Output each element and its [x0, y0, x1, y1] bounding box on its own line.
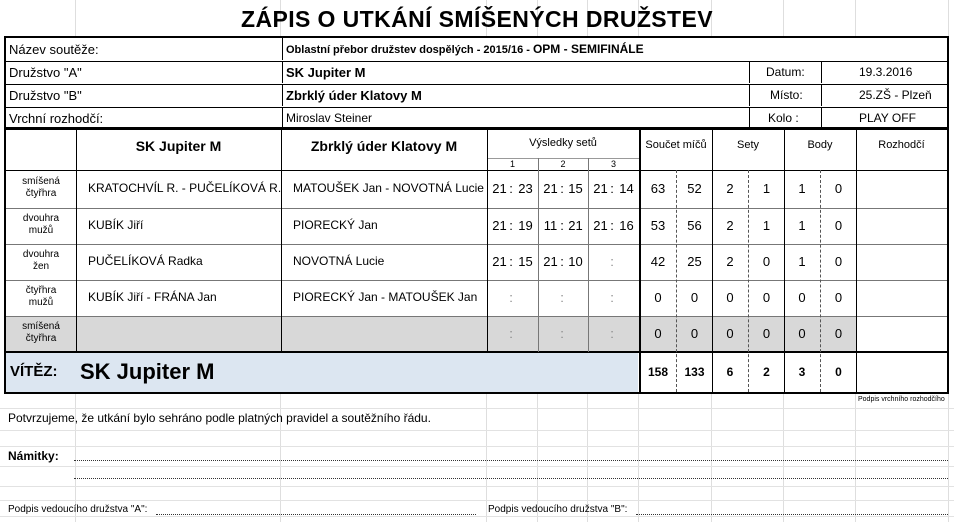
score-sb: 1 — [762, 218, 771, 233]
confirmation-text: Potvrzujeme, že utkání bylo sehráno podle platných pravidel a soutěžního řádu. — [8, 411, 431, 425]
set-score-separator: : — [509, 181, 513, 196]
score-pa: 42 — [650, 254, 666, 269]
winner-value: SK Jupiter M — [80, 359, 215, 384]
ref-signature-label: Podpis vrchního rozhodčího — [858, 396, 945, 403]
place-value: 25.ZŠ - Plzeň — [859, 88, 932, 102]
player-b: MATOUŠEK Jan - NOVOTNÁ Lucie — [293, 181, 484, 195]
score-sa: 2 — [726, 218, 734, 233]
score-bb: 0 — [834, 218, 843, 233]
score-sb: 1 — [762, 181, 771, 196]
set-score-separator: : — [509, 218, 513, 233]
player-a: KRATOCHVÍL R. - PUČELÍKOVÁ R. — [88, 181, 282, 195]
score-s3b: 16 — [619, 218, 634, 233]
score-s1b: 15 — [518, 254, 533, 269]
date-label: Datum: — [766, 65, 805, 79]
set-3-header: 3 — [610, 159, 616, 169]
score-sa: 0 — [726, 290, 734, 305]
match-info-box — [4, 36, 949, 129]
score-bb: 0 — [834, 254, 843, 269]
total-body-a: 3 — [798, 365, 806, 379]
player-a: PUČELÍKOVÁ Radka — [88, 254, 203, 268]
total-points-b: 133 — [684, 365, 705, 379]
player-b: PIORECKÝ Jan - MATOUŠEK Jan — [293, 290, 478, 304]
page-title: ZÁPIS O UTKÁNÍ SMÍŠENÝCH DRUŽSTEV — [241, 6, 713, 32]
row-category-line2: mužů — [28, 225, 54, 236]
sets-results-header: Výsledky setů — [529, 137, 597, 149]
row-category-line2: mužů — [28, 297, 54, 308]
row-category-line1: dvouhra — [22, 249, 60, 260]
winner-label: VÍTĚZ: — [10, 363, 58, 380]
score-bb: 0 — [834, 181, 843, 196]
date-value: 19.3.2016 — [859, 65, 913, 79]
score-s3a: 21 — [593, 181, 608, 196]
row-category-line1: dvouhra — [22, 213, 60, 224]
row-category-line2: žen — [32, 261, 50, 272]
team-a-row — [6, 61, 947, 85]
score-sb: 0 — [762, 254, 771, 269]
set-score-separator: : — [610, 290, 614, 305]
score-s3b: 14 — [619, 181, 634, 196]
team-b-header: Zbrklý úder Klatovy M — [310, 138, 458, 154]
team-b-value: Zbrklý úder Klatovy M — [286, 88, 422, 103]
sign-b-label: Podpis vedoucího družstva "B": — [488, 504, 628, 515]
player-a: KUBÍK Jiří - FRÁNA Jan — [88, 290, 217, 304]
competition-row — [6, 38, 947, 62]
score-pb: 0 — [690, 290, 699, 305]
set-score-separator: : — [509, 290, 513, 305]
player-a: KUBÍK Jiří — [88, 218, 144, 232]
score-bb: 0 — [834, 326, 843, 341]
team-b-row — [6, 84, 947, 108]
match-results-table — [4, 128, 949, 394]
row-category-line1: smíšená — [22, 321, 60, 332]
score-s1b: 19 — [518, 218, 533, 233]
remarks-label: Námitky: — [8, 449, 59, 463]
score-s2b: 15 — [568, 181, 583, 196]
set-2-header: 2 — [560, 159, 566, 169]
set-score-separator: : — [560, 181, 564, 196]
row-category-line1: čtyřhra — [25, 285, 57, 296]
set-score-separator: : — [509, 254, 513, 269]
set-score-separator: : — [560, 326, 564, 341]
team-b-label: Družstvo "B" — [9, 88, 82, 103]
score-s2a: 21 — [543, 254, 558, 269]
team-a-header: SK Jupiter M — [135, 138, 222, 154]
score-bb: 0 — [834, 290, 843, 305]
score-s2a: 11 — [543, 218, 558, 233]
score-pa: 0 — [654, 326, 662, 341]
score-pa: 53 — [650, 218, 666, 233]
score-s1a: 21 — [492, 218, 507, 233]
score-ba: 1 — [798, 254, 806, 269]
set-score-separator: : — [610, 181, 614, 196]
points-header: Součet míčů — [645, 139, 707, 151]
referee-label: Vrchní rozhodčí: — [9, 111, 104, 126]
score-s3a: 21 — [593, 218, 608, 233]
set-score-separator: : — [610, 326, 614, 341]
referee-value: Miroslav Steiner — [286, 111, 373, 125]
score-s1a: 21 — [492, 254, 507, 269]
score-pa: 63 — [650, 181, 666, 196]
score-s2a: 21 — [543, 181, 558, 196]
score-s2b: 10 — [568, 254, 583, 269]
set-score-separator: : — [610, 254, 614, 269]
score-sb: 0 — [762, 326, 771, 341]
set-score-separator: : — [560, 290, 564, 305]
row-category-line2: čtyřhra — [25, 333, 57, 344]
row-category-line2: čtyřhra — [25, 188, 57, 199]
score-ba: 1 — [798, 181, 806, 196]
score-ba: 0 — [798, 326, 806, 341]
set-score-separator: : — [560, 254, 564, 269]
score-sb: 0 — [762, 290, 771, 305]
set-score-separator: : — [610, 218, 614, 233]
score-pb: 25 — [687, 254, 702, 269]
score-pb: 52 — [687, 181, 702, 196]
team-a-label: Družstvo "A" — [9, 65, 82, 80]
set-score-separator: : — [509, 326, 513, 341]
score-sa: 0 — [726, 326, 734, 341]
total-sets-a: 6 — [726, 365, 734, 379]
total-sets-b: 2 — [763, 365, 770, 379]
score-pa: 0 — [654, 290, 662, 305]
set-1-header: 1 — [509, 159, 515, 169]
score-sa: 2 — [726, 254, 734, 269]
player-b: NOVOTNÁ Lucie — [293, 254, 385, 268]
total-points-a: 158 — [647, 365, 669, 379]
row-category-line1: smíšená — [22, 176, 60, 187]
total-body-b: 0 — [835, 365, 842, 379]
place-label: Místo: — [770, 88, 803, 102]
round-label: Kolo : — [768, 111, 799, 125]
score-pb: 0 — [690, 326, 699, 341]
score-pb: 56 — [687, 218, 702, 233]
referee-row — [6, 107, 947, 130]
score-sa: 2 — [726, 181, 734, 196]
competition-value: Oblastní přebor družstev dospělých - 2015/16 - OPM - SEMIFINÁLE — [286, 42, 644, 56]
score-ba: 1 — [798, 218, 806, 233]
referee-col-header: Rozhodčí — [878, 139, 925, 151]
team-a-value: SK Jupiter M — [286, 65, 366, 80]
body-header: Body — [807, 139, 833, 151]
score-s1b: 23 — [518, 181, 533, 196]
score-s2b: 21 — [568, 218, 583, 233]
set-score-separator: : — [560, 218, 564, 233]
sets-header: Sety — [736, 139, 759, 151]
round-value: PLAY OFF — [859, 111, 916, 125]
score-s1a: 21 — [492, 181, 507, 196]
player-b: PIORECKÝ Jan — [293, 218, 378, 232]
competition-label: Název soutěže: — [9, 42, 99, 57]
sign-a-label: Podpis vedoucího družstva "A": — [8, 504, 148, 515]
score-ba: 0 — [798, 290, 806, 305]
